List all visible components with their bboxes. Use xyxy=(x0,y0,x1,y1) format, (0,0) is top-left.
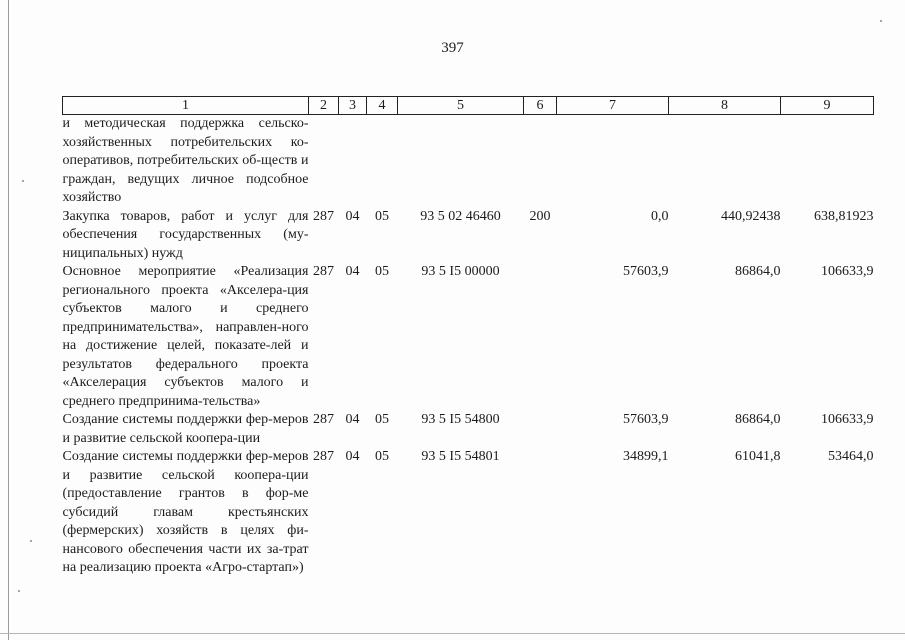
cell-expense-type xyxy=(524,448,557,578)
header-cell-3: 3 xyxy=(339,97,367,115)
cell-section: 04 xyxy=(345,264,360,279)
cell-ministry-code: 287 xyxy=(313,264,334,279)
cell-amount-col7: 57603,9 xyxy=(623,264,669,279)
cell-expense-type xyxy=(524,411,557,448)
row-description: Создание системы поддержки фер-меров и развитие сельской коопера-ции xyxy=(62,412,309,446)
table-row xyxy=(63,208,874,264)
cell-amount-col7: 57603,9 xyxy=(623,412,669,427)
header-cell-5: 5 xyxy=(398,97,524,115)
cell-amount-col8: 86864,0 xyxy=(735,412,781,427)
header-cell-4: 4 xyxy=(367,97,398,115)
table-row xyxy=(63,411,874,448)
cell-section: 04 xyxy=(345,208,360,224)
row-description: и методическая поддержка сельско-хозяйственных потребительских ко-оперативов, потребительских об-ществ и граждан, ведущих личное подсобное хозяйство xyxy=(62,116,309,205)
header-cell-1: 1 xyxy=(63,97,309,115)
cell-amount-col8: 440,92438 xyxy=(721,208,781,224)
cell-section: 04 xyxy=(345,412,360,427)
budget-table xyxy=(62,96,874,578)
page-number: 397 xyxy=(441,40,464,56)
cell-target-article: 93 5 I5 54800 xyxy=(421,412,500,427)
header-cell-9: 9 xyxy=(781,97,874,115)
table-row xyxy=(63,263,874,411)
header-row xyxy=(63,97,874,115)
scan-edge-left xyxy=(8,0,9,640)
cell-target-article xyxy=(398,115,524,208)
cell-amount-col9 xyxy=(781,115,874,208)
header-cell-7: 7 xyxy=(557,97,669,115)
cell-ministry-code: 287 xyxy=(313,449,334,464)
cell-target-article: 93 5 02 46460 xyxy=(420,208,501,224)
cell-amount-col9: 53464,0 xyxy=(828,449,874,464)
cell-amount-col8: 86864,0 xyxy=(735,264,781,279)
scan-edge-bottom xyxy=(0,633,905,634)
cell-expense-type xyxy=(524,263,557,411)
cell-amount-col7: 0,0 xyxy=(651,208,669,224)
cell-subsection: 05 xyxy=(375,449,389,464)
cell-ministry-code: 287 xyxy=(313,208,334,224)
cell-expense-type xyxy=(524,115,557,208)
cell-ministry-code xyxy=(309,115,339,208)
cell-amount-col7 xyxy=(557,115,669,208)
cell-target-article: 93 5 I5 00000 xyxy=(421,264,500,279)
table-row xyxy=(63,115,874,208)
cell-amount-col8 xyxy=(669,115,781,208)
cell-expense-type: 200 xyxy=(529,208,551,224)
header-cell-2: 2 xyxy=(309,97,339,115)
cell-amount-col8: 61041,8 xyxy=(735,449,781,464)
cell-amount-col9: 106633,9 xyxy=(821,264,874,279)
cell-amount-col9: 638,81923 xyxy=(814,208,874,224)
cell-amount-col7: 34899,1 xyxy=(623,449,669,464)
cell-target-article: 93 5 I5 54801 xyxy=(421,449,500,464)
scan-speck xyxy=(22,180,24,182)
header-cell-6: 6 xyxy=(524,97,557,115)
cell-subsection: 05 xyxy=(375,264,389,279)
cell-subsection: 05 xyxy=(375,412,389,427)
cell-subsection xyxy=(367,115,398,208)
cell-section: 04 xyxy=(345,449,360,464)
scan-speck xyxy=(880,20,882,22)
table-header xyxy=(63,97,874,115)
scan-speck xyxy=(30,540,32,542)
cell-amount-col9: 106633,9 xyxy=(821,412,874,427)
cell-section xyxy=(339,115,367,208)
cell-subsection: 05 xyxy=(375,208,389,224)
header-cell-8: 8 xyxy=(669,97,781,115)
table-row xyxy=(63,448,874,578)
row-description: Закупка товаров, работ и услуг для обеспечения государственных (му-ниципальных) нужд xyxy=(62,208,309,261)
scan-speck xyxy=(18,590,20,592)
row-description: Создание системы поддержки фер-меров и развитие сельской коопера-ции (предоставление грантов в фор-ме субсидий главам крестьянских (фермерских) хозяйств в целях фи-нансового обеспечения части их за-трат на реализацию проекта «Агро-стартап») xyxy=(62,449,309,575)
row-description: Основное мероприятие «Реализация регионального проекта «Акселера-ция субъектов малого и среднего предпринимательства», направлен-ного на достижение целей, показате-лей и результатов федерального проекта «Акселерация субъектов малого и среднего предпринима-тельства» xyxy=(62,264,309,409)
cell-ministry-code: 287 xyxy=(313,412,334,427)
